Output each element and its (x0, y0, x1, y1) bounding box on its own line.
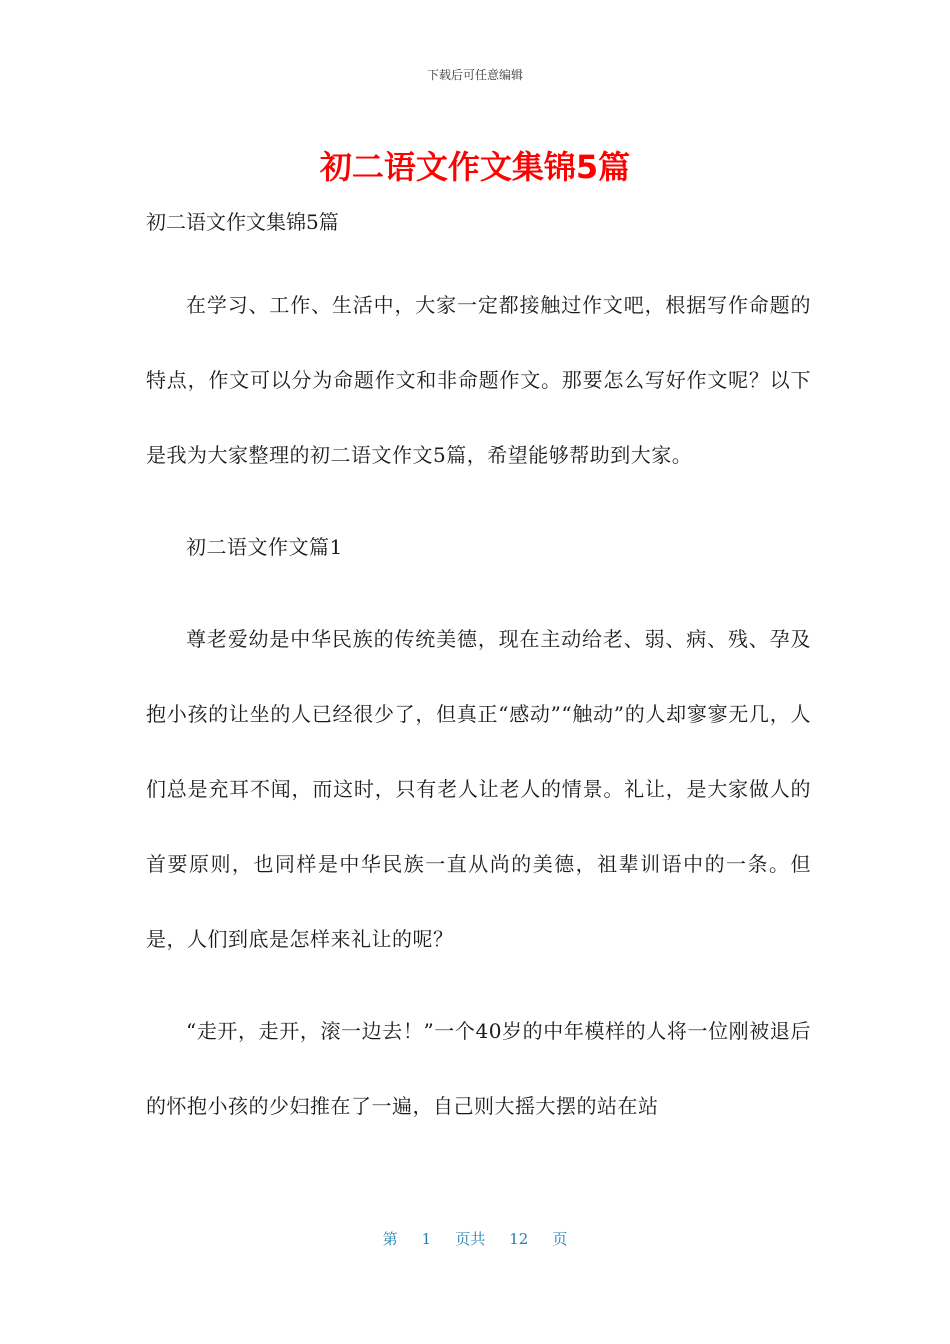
footer-prefix: 第 (382, 1230, 398, 1248)
body-paragraph-1: 尊老爱幼是中华民族的传统美德，现在主动给老、弱、病、残、孕及抱小孩的让坐的人已经很少了，但真正“感动”“触动”的人却寥寥无几，人们总是充耳不闻，而这时，只有老人让老人的情景。礼让，是大家做人的首要原则，也同样是中华民族一直从尚的美德，祖辈训语中的一条。但是，人们到底是怎样来礼让的呢？ (146, 627, 811, 951)
intro-paragraph: 在学习、工作、生活中，大家一定都接触过作文吧，根据写作命题的特点，作文可以分为命题作文和非命题作文。那要怎么写好作文呢？以下是我为大家整理的初二语文作文5篇，希望能够帮助到大家。 (146, 293, 811, 467)
page-footer (0, 1228, 950, 1249)
page-header-note: 下载后可任意编辑 (426, 68, 523, 82)
document-title: 初二语文作文集锦5篇 (319, 148, 631, 186)
footer-suffix: 页 (552, 1230, 568, 1248)
section-heading: 初二语文作文篇1 (186, 535, 343, 559)
body-paragraph-2: “走开，走开，滚一边去！”一个40岁的中年模样的人将一位刚被退后的怀抱小孩的少妇推在了一遍，自己则大摇大摆的站在站 (146, 1019, 811, 1118)
footer-current-page: 1 (421, 1230, 432, 1248)
footer-total-pages: 12 (509, 1230, 529, 1248)
document-subtitle: 初二语文作文集锦5篇 (146, 210, 339, 234)
footer-middle: 页共 (455, 1230, 486, 1248)
document-body (146, 200, 811, 1175)
